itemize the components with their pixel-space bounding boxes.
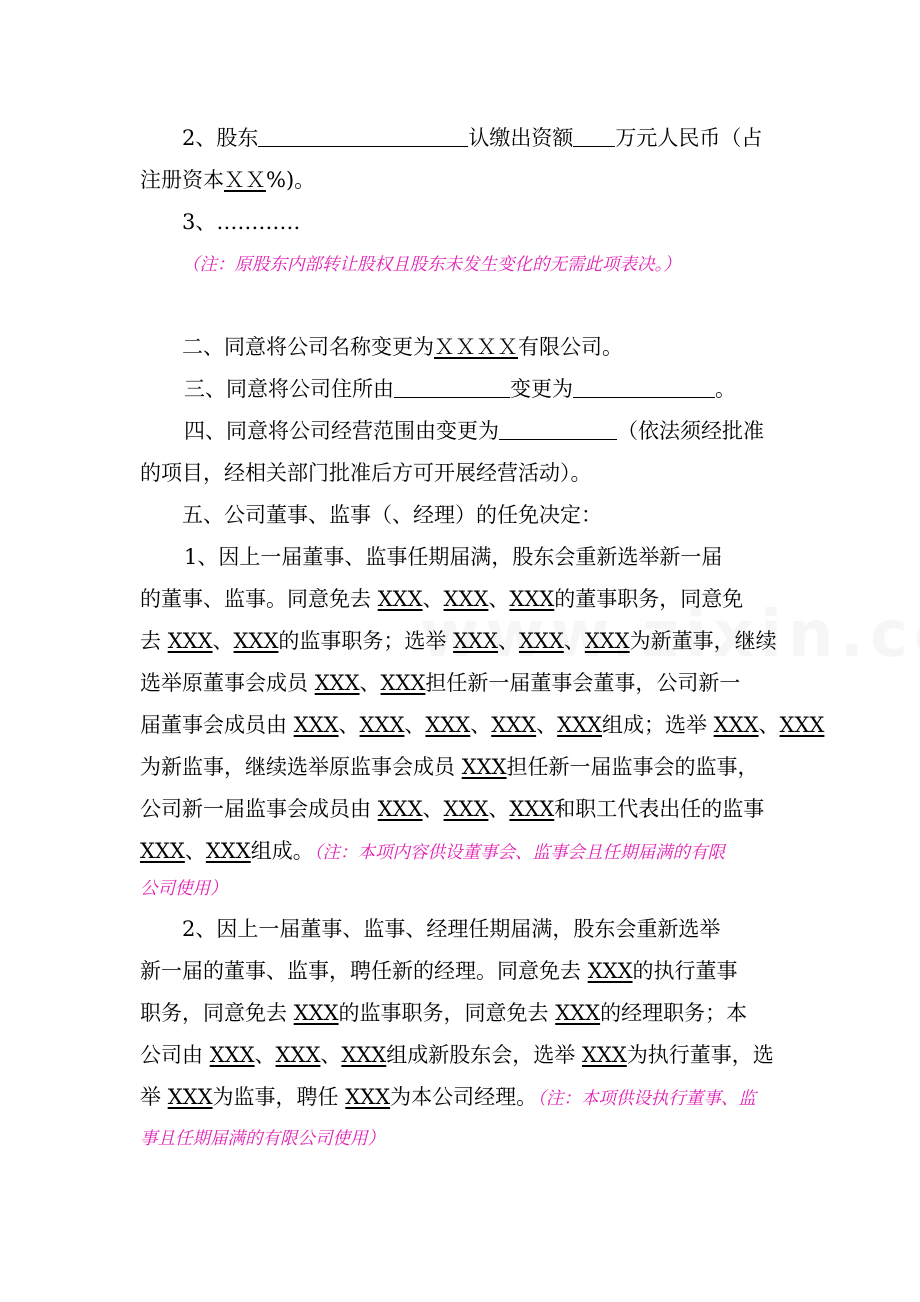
p2-l5b: 为监事，聘任: [212, 1085, 346, 1109]
sep: 、: [320, 1043, 342, 1067]
p2-line2: [140, 954, 788, 988]
p1-l2a: 的董事、监事。同意免去: [140, 587, 378, 611]
sep: 、: [422, 797, 444, 821]
name-placeholder: XXX: [509, 587, 555, 611]
p2-l2b: 的执行董事: [632, 959, 738, 983]
section-3-tail: 。: [715, 377, 736, 401]
sep: 、: [184, 839, 206, 863]
p1-l3b: 的监事职务；选举: [278, 629, 454, 653]
name-placeholder: XXX: [779, 713, 825, 737]
note-shareholder-transfer: （注：原股东内部转让股权且股东未发生变化的无需此项表决。）: [182, 255, 681, 275]
name-placeholder: XXX: [359, 713, 405, 737]
p2-l3a: 职务，同意免去: [140, 1001, 294, 1025]
p2-line3: [140, 996, 788, 1030]
sep: 、: [212, 629, 234, 653]
name-placeholder: XXX: [453, 629, 498, 653]
item-2-tail: %)。: [266, 168, 316, 192]
p1-line6: [140, 750, 788, 784]
p2-line4: [140, 1038, 788, 1072]
p1-line8: [140, 834, 788, 870]
name-placeholder: XXX: [377, 587, 423, 611]
note-executive-director: （注：本项供设执行董事、监: [537, 1089, 756, 1109]
name-placeholder: XXX: [275, 1043, 321, 1067]
note-board-election: （注：本项内容供设董事会、监事会且任期届满的有限: [313, 843, 725, 863]
name-placeholder: XXX: [293, 1001, 339, 1025]
item-2-lead: 2、股东: [182, 126, 259, 150]
p1-l7a: 公司新一届监事会成员由: [140, 797, 378, 821]
sep: 、: [758, 713, 780, 737]
section-2-name-change: [140, 330, 830, 364]
name-placeholder: XXX: [443, 587, 489, 611]
name-placeholder: XXX: [293, 713, 339, 737]
section-4-tail: （依法须经批准: [617, 419, 764, 443]
sep: 、: [359, 671, 381, 695]
name-placeholder: XXX: [233, 629, 279, 653]
section-4-scope-change-line2: 的项目，经相关部门批准后方可开展经营活动）。: [140, 461, 592, 485]
name-placeholder: XXX: [491, 713, 537, 737]
sep: 、: [470, 713, 492, 737]
p2-l3b: 的监事职务，同意免去: [338, 1001, 556, 1025]
p2-l5c: 为本公司经理。: [390, 1085, 538, 1109]
note-board-election-cont: 公司使用）: [140, 879, 228, 899]
sep: 、: [497, 629, 519, 653]
sep: 、: [254, 1043, 276, 1067]
old-address-blank: [394, 375, 510, 398]
item-2-line2: [140, 163, 788, 197]
section-3-lead: 三、同意将公司住所由: [184, 377, 394, 401]
p1-l4a: 选举原董事会成员: [140, 671, 315, 695]
p2-line5: [140, 1080, 788, 1116]
p2-l5a: 举: [140, 1085, 168, 1109]
name-placeholder: XXX: [555, 1001, 601, 1025]
p2-l4a: 公司由: [140, 1043, 210, 1067]
name-placeholder: XXX: [345, 1085, 391, 1109]
p1-line2: [140, 582, 788, 616]
name-placeholder: XXX: [167, 1085, 213, 1109]
p1-line1: 1、因上一届董事、监事任期届满，股东会重新选举新一届: [184, 545, 723, 569]
sep: 、: [338, 713, 360, 737]
section-2-tail: 有限公司。: [518, 335, 623, 359]
name-placeholder: XXX: [140, 839, 185, 863]
p2-l4b: 组成新股东会，选举: [386, 1043, 582, 1067]
name-placeholder: XXX: [167, 629, 213, 653]
item-2-line1: [140, 121, 788, 155]
name-placeholder: XXX: [518, 629, 564, 653]
percent-placeholder: ＸＸ: [224, 168, 266, 192]
sep: 、: [488, 797, 510, 821]
name-placeholder: XXX: [205, 839, 251, 863]
section-3-address-change: [140, 372, 832, 406]
p1-l6b: 担任新一届监事会的监事，: [506, 755, 759, 779]
name-placeholder: XXX: [314, 671, 360, 695]
name-placeholder: XXX: [584, 629, 630, 653]
name-placeholder: XXX: [377, 797, 423, 821]
name-placeholder: XXX: [209, 1043, 255, 1067]
amount-blank: [573, 124, 615, 147]
name-placeholder: XXX: [425, 713, 471, 737]
sep: 、: [422, 587, 444, 611]
p2-l2a: 新一届的董事、监事，聘任新的经理。同意免去: [140, 959, 588, 983]
new-address-blank: [573, 375, 715, 398]
p1-l5a: 届董事会成员由: [140, 713, 294, 737]
section-5-heading: 五、公司董事、监事（、经理）的任免决定：: [182, 503, 602, 527]
item-2-capital-label: 认缴出资额: [468, 126, 574, 150]
section-4-lead: 四、同意将公司经营范围由变更为: [184, 419, 499, 443]
item-2-currency-label: 万元人民币（占: [615, 126, 763, 150]
name-placeholder: XXX: [581, 1043, 627, 1067]
name-placeholder: XXX: [461, 755, 507, 779]
p1-line7: [140, 792, 788, 826]
item-2-cont: 注册资本: [140, 168, 224, 192]
p2-line1: 2、因上一届董事、监事、经理任期届满，股东会重新选举: [182, 917, 721, 941]
name-placeholder: XXX: [587, 959, 633, 983]
p2-l3c: 的经理职务；本: [600, 1001, 748, 1025]
name-placeholder: XXX: [713, 713, 759, 737]
business-scope-blank: [499, 417, 617, 440]
item-3: 3、…………: [182, 210, 301, 234]
section-2-lead: 二、同意将公司名称变更为: [182, 335, 434, 359]
p1-l2b: 的董事职务，同意免: [554, 587, 744, 611]
p1-l5b: 组成；选举: [601, 713, 714, 737]
sep: 、: [563, 629, 585, 653]
section-4-scope-change-line1: [140, 414, 832, 448]
name-placeholder: XXX: [341, 1043, 387, 1067]
p1-l4b: 担任新一届董事会董事，公司新一: [425, 671, 741, 695]
company-name-placeholder: ＸＸＸＸ: [434, 335, 518, 359]
shareholder-blank: [258, 124, 468, 147]
p1-l7b: 和职工代表出任的监事: [554, 797, 765, 821]
name-placeholder: XXX: [443, 797, 489, 821]
p1-l6a: 为新监事，继续选举原监事会成员: [140, 755, 462, 779]
p1-line3: [140, 624, 788, 658]
sep: 、: [488, 587, 510, 611]
name-placeholder: XXX: [380, 671, 426, 695]
note-executive-director-cont: 事且任期届满的有限公司使用）: [140, 1129, 385, 1149]
p1-l3a: 去: [140, 629, 168, 653]
name-placeholder: XXX: [509, 797, 555, 821]
p2-l4c: 为执行董事，选: [626, 1043, 774, 1067]
sep: 、: [404, 713, 426, 737]
section-3-mid: 变更为: [510, 377, 573, 401]
p1-line4: [140, 666, 788, 700]
name-placeholder: XXX: [557, 713, 602, 737]
sep: 、: [536, 713, 558, 737]
p1-line5: [140, 708, 825, 742]
p1-l8b: 组成。: [250, 839, 314, 863]
p1-l3c: 为新董事，继续: [629, 629, 777, 653]
